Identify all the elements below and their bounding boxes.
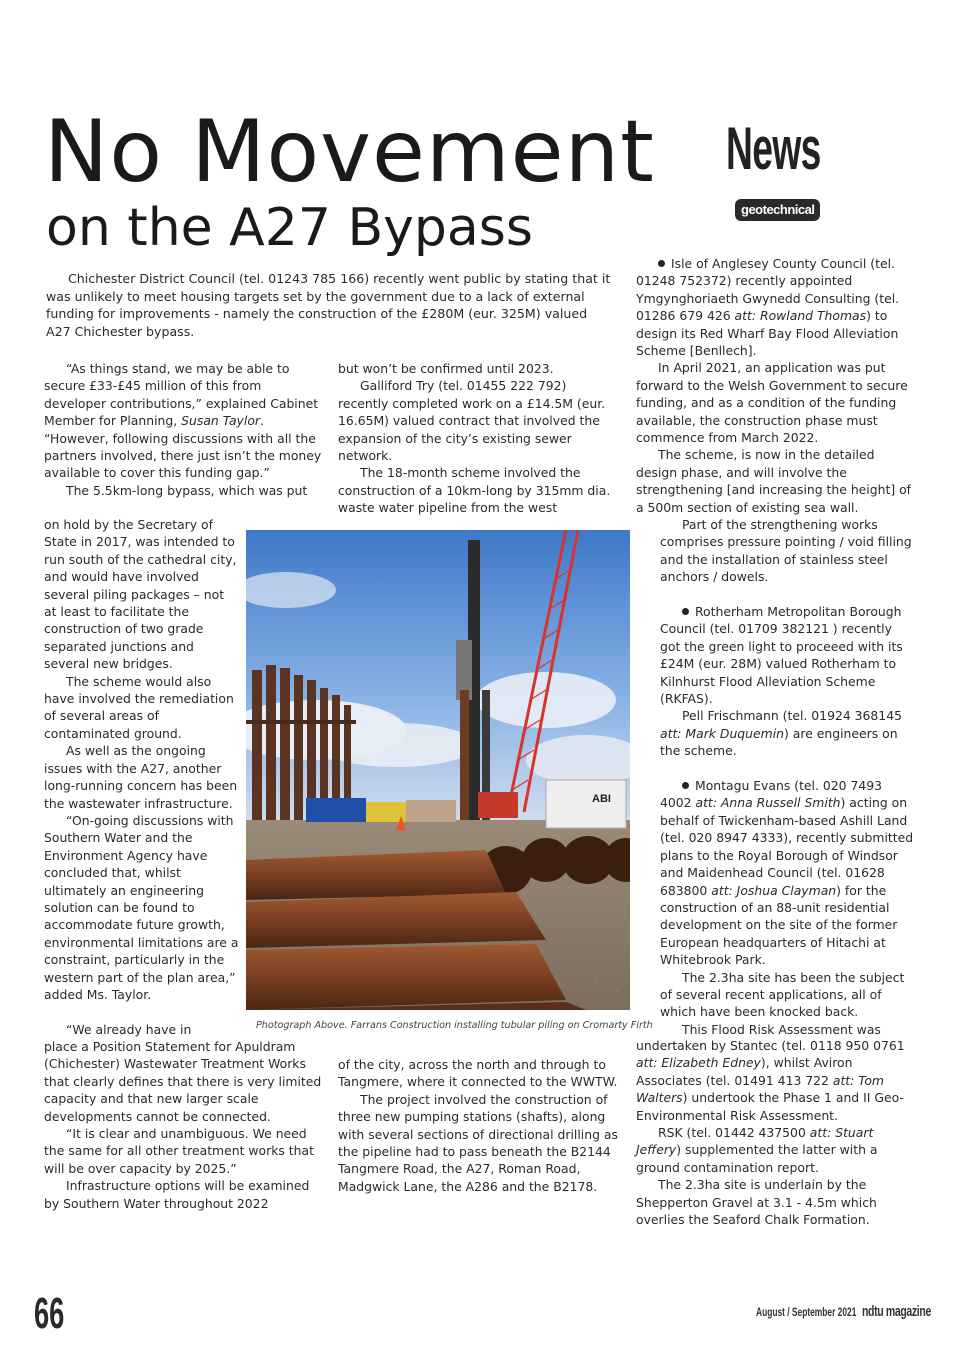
- bullet-icon: [658, 260, 665, 267]
- article-paragraph: This Flood Risk Assessment was: [682, 1021, 881, 1037]
- article-paragraph: Infrastructure options will be examined by Southern Water throughout 2022: [44, 1178, 310, 1211]
- rig-cabin-signage: ABI: [592, 793, 611, 805]
- column-3-top: [636, 255, 914, 516]
- page-number: 66: [34, 1289, 65, 1338]
- article-paragraph: Part of the strengthening works comprises pressure pointing / void filling and the installation of stainless steel anchors / dowels.: [660, 517, 912, 585]
- article-paragraph: “It is clear and unambiguous. We need the same for all other treatment works that will be over capacity by 2025.”: [44, 1126, 314, 1176]
- article-paragraph: The project involved the construction of three new pumping stations (shafts), along with several sections of directional drilling as the pipeline had to pass beneath the B2144 Tangmere Road, the A27, Roman Road, Madgwick Lane, the A286 and the B2178.: [338, 1091, 618, 1194]
- issue-date: August / September 2021: [756, 1305, 857, 1319]
- column-1-bottom: [44, 1038, 324, 1212]
- article-paragraph: As well as the ongoing issues with the A27, another long-running concern has been the wastewater infrastructure.: [44, 743, 238, 811]
- column-2-bottom: [338, 1056, 618, 1195]
- article-paragraph: “As things stand, we may be able to secure £33-£45 million of this from developer contributions,” explained Cabinet Member for Planning, Susan Taylor. “However, following discussions with all the partners involved, there just isn’t the money available to cover this funding gap.”: [44, 361, 322, 481]
- footer-issue: [756, 1303, 931, 1320]
- article-paragraph: “We already have in: [66, 1022, 192, 1037]
- article-paragraph: In April 2021, an application was put forward to the Welsh Government to secure funding, and as a condition of the funding available, the construction phase must commence from March 2022.: [636, 360, 908, 446]
- article-paragraph: The 2.3ha site is underlain by the Shepperton Gravel at 3.1 - 4.5m which overlies the Seaford Chalk Formation.: [636, 1177, 877, 1228]
- section-label: News: [726, 115, 821, 182]
- article-paragraph: Pell Frischmann (tel. 01924 368145 att: Mark Duquemin) are engineers on the scheme.: [660, 708, 902, 759]
- bullet-icon: [682, 608, 689, 615]
- column-1-wrap-end: [44, 1021, 232, 1038]
- section-tag-badge: geotechnical: [735, 199, 820, 221]
- column-3-bottom: [636, 1037, 914, 1228]
- photo-caption: Photograph Above. Farrans Construction installing tubular piling on Cromarty Firth: [256, 1020, 653, 1031]
- article-paragraph: “On-going discussions with Southern Water and the Environment Agency have concluded that, whilst ultimately an engineering solution can be found to accommodate future growth, environmental limitations are a constraint, particularly in the western part of the plan area,” added Ms. Taylor.: [44, 812, 239, 1002]
- article-paragraph: of the city, across the north and through to Tangmere, where it connected to the WWTW.: [338, 1057, 618, 1090]
- headline-line-2: on the A27 Bypass: [46, 198, 533, 258]
- news-item-montagu-evans: Montagu Evans (tel. 020 7493 4002 att: Anna Russell Smith) acting on behalf of Twickenham-based Ashill Land (tel. 020 8947 4333), recently submitted plans to the Royal Borough of Windsor and Maidenhead Council (tel. 01628 683800 att: Joshua Clayman) for the construction of an 88-unit residential development on the site of the former European headquarters of Hitachi at Whitebrook Park.: [660, 778, 914, 968]
- column-1-wrap: [44, 516, 240, 1003]
- article-paragraph: The 2.3ha site has been the subject of several recent applications, all of which have been knocked back.: [660, 969, 905, 1020]
- article-paragraph: Galliford Try (tel. 01455 222 792) recently completed work on a £14.5M (eur. 16.65M) valued contract that involved the expansion of the city’s existing sewer network.: [338, 378, 606, 464]
- column-1-top: [44, 360, 324, 499]
- magazine-name: ndtu magazine: [861, 1303, 931, 1320]
- article-paragraph: The 5.5km-long bypass, which was put: [66, 482, 308, 498]
- article-paragraph: The scheme, is now in the detailed design phase, and will involve the strengthening [and increasing the height] of a 500m section of existing sea wall.: [636, 447, 912, 515]
- article-paragraph: The scheme would also have involved the remediation of several areas of contaminated ground.: [44, 673, 234, 741]
- headline-line-1: No Movement: [44, 102, 655, 202]
- column-2-top: [338, 360, 618, 517]
- article-paragraph: RSK (tel. 01442 437500 att: Stuart Jeffery) supplemented the latter with a ground contamination report.: [636, 1125, 878, 1175]
- article-paragraph: The 18-month scheme involved the construction of a 10km-long by 315mm dia. waste water pipeline from the west: [338, 465, 611, 516]
- column-3-wrap: [660, 516, 914, 1038]
- news-item-anglesey: Isle of Anglesey County Council (tel. 01248 752372) recently appointed Ymgynghoriaeth Gwynedd Consulting (tel. 01286 679 426 att: Rowland Thomas) to design its Red Wharf Bay Flood Alleviation Scheme [Benllech].: [636, 256, 900, 359]
- bullet-icon: [682, 782, 689, 789]
- article-paragraph: place a Position Statement for Apuldram (Chichester) Wastewater Treatment Works that clearly defines that there is very limited capacity and that new larger scale developments cannot be connected.: [44, 1039, 322, 1124]
- piling-site-photo: [246, 530, 630, 1010]
- article-paragraph: on hold by the Secretary of State in 2017, was intended to run south of the cathedral city, and would have involved several piling packages – not at least to facilitate the construction of two grade separated junctions and several new bridges.: [44, 517, 237, 672]
- article-paragraph: but won’t be confirmed until 2023.: [338, 361, 554, 376]
- intro-paragraph: Chichester District Council (tel. 01243 785 166) recently went public by stating that it was unlikely to meet housing targets set by the government due to a lack of external funding for improvements - namely the construction of the £280M (eur. 325M) valued A27 Chichester bypass.: [46, 271, 611, 339]
- article-paragraph: undertaken by Stantec (tel. 0118 950 0761 att: Elizabeth Edney), whilst Aviron Associates (tel. 01491 413 722 att: Tom Walters) undertook the Phase 1 and II Geo-Environmental Risk Assessment.: [636, 1038, 905, 1123]
- news-item-rotherham: Rotherham Metropolitan Borough Council (tel. 01709 382121 ) recently got the green light to proceeed with its £24M (eur. 28M) valued Rotherham to Kilnhurst Flood Alleviation Scheme (RKFAS).: [660, 604, 903, 707]
